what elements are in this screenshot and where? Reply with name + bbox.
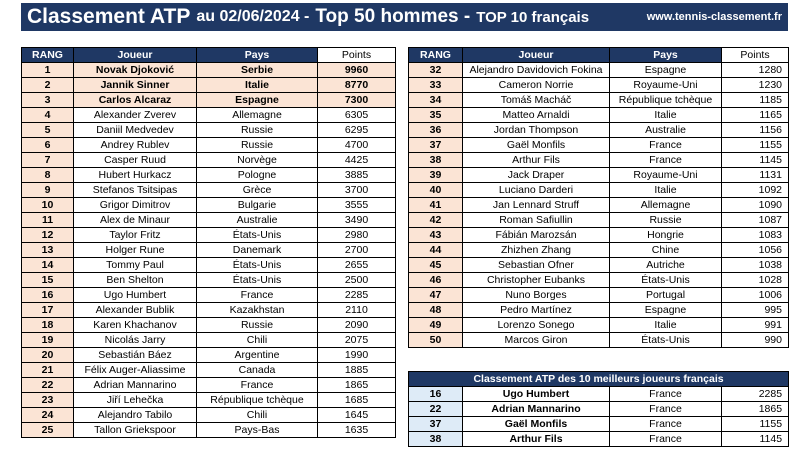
table-row — [409, 213, 789, 228]
rank-cell: 49 — [409, 318, 463, 333]
country-cell: Autriche — [610, 258, 722, 273]
table-row — [22, 168, 396, 183]
ranking-table-left — [21, 47, 396, 438]
country-cell: Norvège — [197, 153, 318, 168]
rank-cell: 22 — [409, 402, 463, 417]
table-row — [409, 228, 789, 243]
country-cell: États-Unis — [197, 273, 318, 288]
points-cell: 1056 — [722, 243, 789, 258]
rank-cell: 44 — [409, 243, 463, 258]
player-cell: Sebastián Báez — [74, 348, 197, 363]
country-cell: Australie — [197, 213, 318, 228]
rank-cell: 35 — [409, 108, 463, 123]
country-cell: États-Unis — [197, 258, 318, 273]
player-cell: Novak Djoković — [74, 63, 197, 78]
country-cell: France — [197, 378, 318, 393]
rank-cell: 9 — [22, 183, 74, 198]
rank-cell: 4 — [22, 108, 74, 123]
points-cell: 1038 — [722, 258, 789, 273]
country-cell: États-Unis — [610, 333, 722, 348]
table-row — [22, 318, 396, 333]
points-cell: 1028 — [722, 273, 789, 288]
table-row — [22, 138, 396, 153]
rank-cell: 43 — [409, 228, 463, 243]
table-row — [22, 258, 396, 273]
country-cell: France — [610, 138, 722, 153]
table-row — [409, 417, 789, 432]
player-cell: Alejandro Tabilo — [74, 408, 197, 423]
points-cell: 1145 — [722, 153, 789, 168]
country-cell: Russie — [197, 123, 318, 138]
country-cell: République tchèque — [610, 93, 722, 108]
page-subtitle: Top 50 hommes - — [315, 6, 471, 27]
country-cell: France — [610, 402, 722, 417]
table-row — [22, 198, 396, 213]
rank-cell: 13 — [22, 243, 74, 258]
points-cell: 2655 — [318, 258, 396, 273]
player-cell: Tomáš Macháč — [463, 93, 610, 108]
rank-cell: 2 — [22, 78, 74, 93]
country-cell: Italie — [610, 318, 722, 333]
player-cell: Daniil Medvedev — [74, 123, 197, 138]
player-cell: Arthur Fils — [463, 432, 610, 447]
points-cell: 1865 — [318, 378, 396, 393]
points-cell: 1083 — [722, 228, 789, 243]
points-cell: 1155 — [722, 417, 789, 432]
table-row — [409, 432, 789, 447]
rank-cell: 34 — [409, 93, 463, 108]
country-cell: Chili — [197, 408, 318, 423]
column-header-points: Points — [722, 48, 789, 63]
rank-cell: 8 — [22, 168, 74, 183]
player-cell: Alexander Zverev — [74, 108, 197, 123]
rank-cell: 37 — [409, 138, 463, 153]
country-cell: Bulgarie — [197, 198, 318, 213]
country-cell: Russie — [197, 138, 318, 153]
rank-cell: 20 — [22, 348, 74, 363]
french-table-title: Classement ATP des 10 meilleurs joueurs français — [409, 372, 789, 387]
rank-cell: 38 — [409, 432, 463, 447]
country-cell: Chili — [197, 333, 318, 348]
rank-cell: 32 — [409, 63, 463, 78]
points-cell: 2980 — [318, 228, 396, 243]
points-cell: 1280 — [722, 63, 789, 78]
table-row — [409, 123, 789, 138]
rank-cell: 17 — [22, 303, 74, 318]
rank-cell: 22 — [22, 378, 74, 393]
player-cell: Arthur Fils — [463, 153, 610, 168]
rank-cell: 18 — [22, 318, 74, 333]
rank-cell: 24 — [22, 408, 74, 423]
rank-cell: 10 — [22, 198, 74, 213]
player-cell: Félix Auger-Aliassime — [74, 363, 197, 378]
player-cell: Karen Khachanov — [74, 318, 197, 333]
table-row — [22, 363, 396, 378]
ranking-date: au 02/06/2024 - — [196, 8, 310, 25]
table-row — [409, 288, 789, 303]
player-cell: Holger Rune — [74, 243, 197, 258]
points-cell: 6295 — [318, 123, 396, 138]
points-cell: 3885 — [318, 168, 396, 183]
country-cell: Pologne — [197, 168, 318, 183]
country-cell: France — [197, 288, 318, 303]
points-cell: 1635 — [318, 423, 396, 438]
points-cell: 2700 — [318, 243, 396, 258]
points-cell: 2285 — [318, 288, 396, 303]
table-row — [22, 423, 396, 438]
table-row — [22, 408, 396, 423]
points-cell: 3555 — [318, 198, 396, 213]
player-cell: Jack Draper — [463, 168, 610, 183]
player-cell: Jordan Thompson — [463, 123, 610, 138]
rank-cell: 14 — [22, 258, 74, 273]
points-cell: 2090 — [318, 318, 396, 333]
points-cell: 3700 — [318, 183, 396, 198]
column-header-country: Pays — [197, 48, 318, 63]
player-cell: Marcos Giron — [463, 333, 610, 348]
points-cell: 8770 — [318, 78, 396, 93]
points-cell: 995 — [722, 303, 789, 318]
country-cell: Russie — [197, 318, 318, 333]
player-cell: Andrey Rublev — [74, 138, 197, 153]
player-cell: Tommy Paul — [74, 258, 197, 273]
french-table-body — [409, 387, 789, 447]
rank-cell: 42 — [409, 213, 463, 228]
table-row — [22, 93, 396, 108]
rank-cell: 7 — [22, 153, 74, 168]
rank-cell: 50 — [409, 333, 463, 348]
rank-cell: 16 — [22, 288, 74, 303]
points-cell: 1865 — [722, 402, 789, 417]
rank-cell: 48 — [409, 303, 463, 318]
player-cell: Nicolás Jarry — [74, 333, 197, 348]
player-cell: Zhizhen Zhang — [463, 243, 610, 258]
country-cell: États-Unis — [197, 228, 318, 243]
player-cell: Jiří Lehečka — [74, 393, 197, 408]
country-cell: France — [610, 432, 722, 447]
rank-cell: 37 — [409, 417, 463, 432]
column-header-rank: RANG — [409, 48, 463, 63]
points-cell: 2500 — [318, 273, 396, 288]
table-row — [22, 78, 396, 93]
player-cell: Alejandro Davidovich Fokina — [463, 63, 610, 78]
country-cell: Royaume-Uni — [610, 168, 722, 183]
rank-cell: 38 — [409, 153, 463, 168]
player-cell: Ugo Humbert — [463, 387, 610, 402]
points-cell: 1645 — [318, 408, 396, 423]
rank-cell: 3 — [22, 93, 74, 108]
points-cell: 990 — [722, 333, 789, 348]
rank-cell: 39 — [409, 168, 463, 183]
player-cell: Pedro Martínez — [463, 303, 610, 318]
player-cell: Nuno Borges — [463, 288, 610, 303]
table-row — [409, 387, 789, 402]
table-row — [409, 63, 789, 78]
points-cell: 4425 — [318, 153, 396, 168]
rank-cell: 16 — [409, 387, 463, 402]
table-row — [22, 288, 396, 303]
player-cell: Christopher Eubanks — [463, 273, 610, 288]
column-header-player: Joueur — [463, 48, 610, 63]
table-row — [22, 123, 396, 138]
country-cell: Royaume-Uni — [610, 78, 722, 93]
table-row — [22, 393, 396, 408]
points-cell: 1185 — [722, 93, 789, 108]
player-cell: Luciano Darderi — [463, 183, 610, 198]
table-row — [22, 213, 396, 228]
table-row — [409, 198, 789, 213]
player-cell: Taylor Fritz — [74, 228, 197, 243]
points-cell: 1145 — [722, 432, 789, 447]
player-cell: Hubert Hurkacz — [74, 168, 197, 183]
table-row — [409, 333, 789, 348]
french-table-title-row — [409, 372, 789, 387]
country-cell: Italie — [610, 183, 722, 198]
table-row — [409, 138, 789, 153]
rank-cell: 47 — [409, 288, 463, 303]
player-cell: Cameron Norrie — [463, 78, 610, 93]
country-cell: Hongrie — [610, 228, 722, 243]
player-cell: Carlos Alcaraz — [74, 93, 197, 108]
player-cell: Adrian Mannarino — [74, 378, 197, 393]
table-row — [409, 303, 789, 318]
website-label: www.tennis-classement.fr — [646, 11, 782, 23]
country-cell: Pays-Bas — [197, 423, 318, 438]
table-row — [22, 243, 396, 258]
ranking-table-right — [408, 47, 789, 348]
points-cell: 2075 — [318, 333, 396, 348]
player-cell: Adrian Mannarino — [463, 402, 610, 417]
title-banner — [21, 3, 788, 31]
player-cell: Ben Shelton — [74, 273, 197, 288]
table-row — [409, 108, 789, 123]
rank-cell: 36 — [409, 123, 463, 138]
country-cell: États-Unis — [610, 273, 722, 288]
player-cell: Ugo Humbert — [74, 288, 197, 303]
table-row — [22, 228, 396, 243]
player-cell: Grigor Dimitrov — [74, 198, 197, 213]
column-header-country: Pays — [610, 48, 722, 63]
points-cell: 1087 — [722, 213, 789, 228]
player-cell: Casper Ruud — [74, 153, 197, 168]
rank-cell: 33 — [409, 78, 463, 93]
table-row — [22, 183, 396, 198]
rank-cell: 25 — [22, 423, 74, 438]
rank-cell: 6 — [22, 138, 74, 153]
page-title: Classement ATP — [27, 5, 191, 28]
country-cell: France — [610, 153, 722, 168]
table-body-left — [22, 63, 396, 438]
points-cell: 1131 — [722, 168, 789, 183]
table-row — [409, 318, 789, 333]
rank-cell: 19 — [22, 333, 74, 348]
table-row — [22, 348, 396, 363]
player-cell: Alex de Minaur — [74, 213, 197, 228]
rank-cell: 40 — [409, 183, 463, 198]
country-cell: Portugal — [610, 288, 722, 303]
country-cell: Canada — [197, 363, 318, 378]
column-header-points: Points — [318, 48, 396, 63]
country-cell: Grèce — [197, 183, 318, 198]
player-cell: Stefanos Tsitsipas — [74, 183, 197, 198]
country-cell: Kazakhstan — [197, 303, 318, 318]
table-row — [22, 378, 396, 393]
rank-cell: 1 — [22, 63, 74, 78]
country-cell: Argentine — [197, 348, 318, 363]
rank-cell: 23 — [22, 393, 74, 408]
player-cell: Lorenzo Sonego — [463, 318, 610, 333]
table-row — [409, 273, 789, 288]
country-cell: France — [610, 387, 722, 402]
table-row — [22, 303, 396, 318]
country-cell: France — [610, 417, 722, 432]
table-row — [22, 273, 396, 288]
country-cell: Italie — [197, 78, 318, 93]
player-cell: Jannik Sinner — [74, 78, 197, 93]
points-cell: 1885 — [318, 363, 396, 378]
french-label: TOP 10 français — [476, 8, 590, 26]
player-cell: Roman Safiullin — [463, 213, 610, 228]
country-cell: Espagne — [610, 63, 722, 78]
table-body-right — [409, 63, 789, 348]
points-cell: 3490 — [318, 213, 396, 228]
player-cell: Alexander Bublik — [74, 303, 197, 318]
points-cell: 9960 — [318, 63, 396, 78]
table-row — [22, 333, 396, 348]
points-cell: 1090 — [722, 198, 789, 213]
points-cell: 1230 — [722, 78, 789, 93]
country-cell: Chine — [610, 243, 722, 258]
points-cell: 6305 — [318, 108, 396, 123]
table-row — [409, 168, 789, 183]
points-cell: 1990 — [318, 348, 396, 363]
rank-cell: 45 — [409, 258, 463, 273]
table-row — [409, 258, 789, 273]
player-cell: Gaël Monfils — [463, 417, 610, 432]
points-cell: 1156 — [722, 123, 789, 138]
player-cell: Sebastian Ofner — [463, 258, 610, 273]
french-ranking-table — [408, 371, 789, 447]
country-cell: Serbie — [197, 63, 318, 78]
points-cell: 7300 — [318, 93, 396, 108]
table-row — [409, 93, 789, 108]
player-cell: Tallon Griekspoor — [74, 423, 197, 438]
points-cell: 4700 — [318, 138, 396, 153]
points-cell: 1685 — [318, 393, 396, 408]
country-cell: Allemagne — [610, 198, 722, 213]
column-header-player: Joueur — [74, 48, 197, 63]
country-cell: Danemark — [197, 243, 318, 258]
player-cell: Jan Lennard Struff — [463, 198, 610, 213]
rank-cell: 12 — [22, 228, 74, 243]
table-row — [409, 402, 789, 417]
table-row — [409, 78, 789, 93]
rank-cell: 5 — [22, 123, 74, 138]
country-cell: Australie — [610, 123, 722, 138]
rank-cell: 11 — [22, 213, 74, 228]
country-cell: République tchèque — [197, 393, 318, 408]
points-cell: 991 — [722, 318, 789, 333]
points-cell: 1092 — [722, 183, 789, 198]
rank-cell: 41 — [409, 198, 463, 213]
country-cell: Russie — [610, 213, 722, 228]
player-cell: Gaël Monfils — [463, 138, 610, 153]
player-cell: Fábián Marozsán — [463, 228, 610, 243]
table-row — [409, 243, 789, 258]
player-cell: Matteo Arnaldi — [463, 108, 610, 123]
points-cell: 1006 — [722, 288, 789, 303]
points-cell: 1155 — [722, 138, 789, 153]
table-header-row — [22, 48, 396, 63]
table-row — [409, 183, 789, 198]
table-row — [22, 108, 396, 123]
table-row — [409, 153, 789, 168]
table-row — [22, 153, 396, 168]
rank-cell: 46 — [409, 273, 463, 288]
country-cell: Italie — [610, 108, 722, 123]
table-header-row — [409, 48, 789, 63]
points-cell: 1165 — [722, 108, 789, 123]
country-cell: Espagne — [610, 303, 722, 318]
country-cell: Espagne — [197, 93, 318, 108]
table-row — [22, 63, 396, 78]
column-header-rank: RANG — [22, 48, 74, 63]
country-cell: Allemagne — [197, 108, 318, 123]
points-cell: 2285 — [722, 387, 789, 402]
rank-cell: 15 — [22, 273, 74, 288]
rank-cell: 21 — [22, 363, 74, 378]
points-cell: 2110 — [318, 303, 396, 318]
